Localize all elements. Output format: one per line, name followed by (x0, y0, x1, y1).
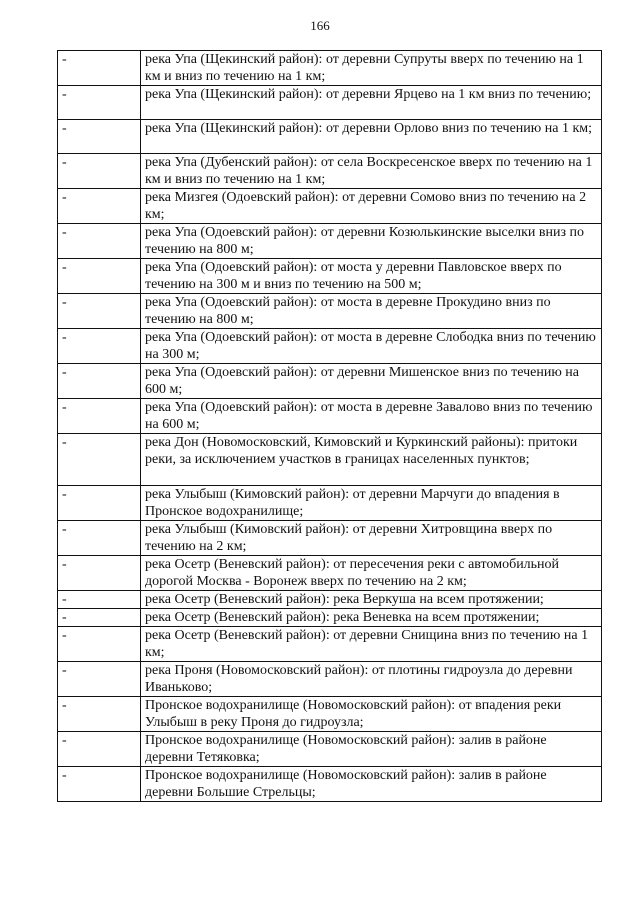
row-text: река Упа (Щекинский район): от деревни Орлово вниз по течению на 1 км; (141, 120, 602, 154)
row-text: река Упа (Одоевский район): от деревни Мишенское вниз по течению на 600 м; (141, 364, 602, 399)
row-marker: - (58, 120, 141, 154)
table-row (58, 732, 602, 767)
row-text: река Упа (Щекинский район): от деревни Супруты вверх по течению на 1 км и вниз по течению на 1 км; (141, 51, 602, 86)
row-marker: - (58, 294, 141, 329)
table-row (58, 662, 602, 697)
row-marker: - (58, 627, 141, 662)
row-marker: - (58, 434, 141, 486)
row-text: река Упа (Щекинский район): от деревни Ярцево на 1 км вниз по течению; (141, 86, 602, 120)
row-marker: - (58, 609, 141, 627)
row-text: Пронское водохранилище (Новомосковский район): залив в районе деревни Большие Стрельцы; (141, 767, 602, 802)
row-text: река Упа (Одоевский район): от моста в деревне Прокудино вниз по течению на 800 м; (141, 294, 602, 329)
row-marker: - (58, 189, 141, 224)
table-row (58, 154, 602, 189)
table-row (58, 86, 602, 120)
row-text: река Упа (Одоевский район): от моста у деревни Павловское вверх по течению на 300 м и вниз по течению на 500 м; (141, 259, 602, 294)
water-bodies-table (57, 50, 602, 802)
row-text: река Осетр (Веневский район): от пересечения реки с автомобильной дорогой Москва - Воронеж вверх по течению на 2 км; (141, 556, 602, 591)
row-text: река Осетр (Веневский район): от деревни Снищина вниз по течению на 1 км; (141, 627, 602, 662)
row-marker: - (58, 51, 141, 86)
table-row (58, 609, 602, 627)
row-marker: - (58, 399, 141, 434)
row-text: река Осетр (Веневский район): река Веневка на всем протяжении; (141, 609, 602, 627)
row-text: Пронское водохранилище (Новомосковский район): залив в районе деревни Тетяковка; (141, 732, 602, 767)
table-row (58, 329, 602, 364)
table-row (58, 767, 602, 802)
row-marker: - (58, 662, 141, 697)
row-text: река Упа (Одоевский район): от моста в деревне Завалово вниз по течению на 600 м; (141, 399, 602, 434)
row-text: река Упа (Одоевский район): от деревни Козюлькинские выселки вниз по течению на 800 м; (141, 224, 602, 259)
row-marker: - (58, 556, 141, 591)
row-text: река Дон (Новомосковский, Кимовский и Куркинский районы): притоки реки, за исключением участков в границах населенных пунктов; (141, 434, 602, 486)
row-marker: - (58, 364, 141, 399)
row-text: река Улыбыш (Кимовский район): от деревни Хитровщина вверх по течению на 2 км; (141, 521, 602, 556)
table-row (58, 224, 602, 259)
table-row (58, 120, 602, 154)
table-row (58, 697, 602, 732)
table-row (58, 434, 602, 486)
table-row (58, 294, 602, 329)
table-row (58, 364, 602, 399)
row-text: Пронское водохранилище (Новомосковский район): от впадения реки Улыбыш в реку Проня до гидроузла; (141, 697, 602, 732)
row-text: река Упа (Дубенский район): от села Воскресенское вверх по течению на 1 км и вниз по течению на 1 км; (141, 154, 602, 189)
row-marker: - (58, 259, 141, 294)
table-row (58, 486, 602, 521)
row-marker: - (58, 521, 141, 556)
row-marker: - (58, 591, 141, 609)
row-text: река Осетр (Веневский район): река Веркуша на всем протяжении; (141, 591, 602, 609)
table-row (58, 556, 602, 591)
row-text: река Проня (Новомосковский район): от плотины гидроузла до деревни Иваньково; (141, 662, 602, 697)
table-row (58, 259, 602, 294)
page-number: 166 (310, 18, 330, 33)
row-text: река Мизгея (Одоевский район): от деревни Сомово вниз по течению на 2 км; (141, 189, 602, 224)
table-row (58, 189, 602, 224)
table-row (58, 591, 602, 609)
table-row (58, 51, 602, 86)
row-text: река Упа (Одоевский район): от моста в деревне Слободка вниз по течению на 300 м; (141, 329, 602, 364)
row-marker: - (58, 767, 141, 802)
row-marker: - (58, 697, 141, 732)
table-row (58, 627, 602, 662)
row-marker: - (58, 86, 141, 120)
row-marker: - (58, 329, 141, 364)
row-marker: - (58, 224, 141, 259)
table-row (58, 399, 602, 434)
row-marker: - (58, 486, 141, 521)
table-row (58, 521, 602, 556)
row-marker: - (58, 732, 141, 767)
row-text: река Улыбыш (Кимовский район): от деревни Марчуги до впадения в Пронское водохранилище; (141, 486, 602, 521)
row-marker: - (58, 154, 141, 189)
